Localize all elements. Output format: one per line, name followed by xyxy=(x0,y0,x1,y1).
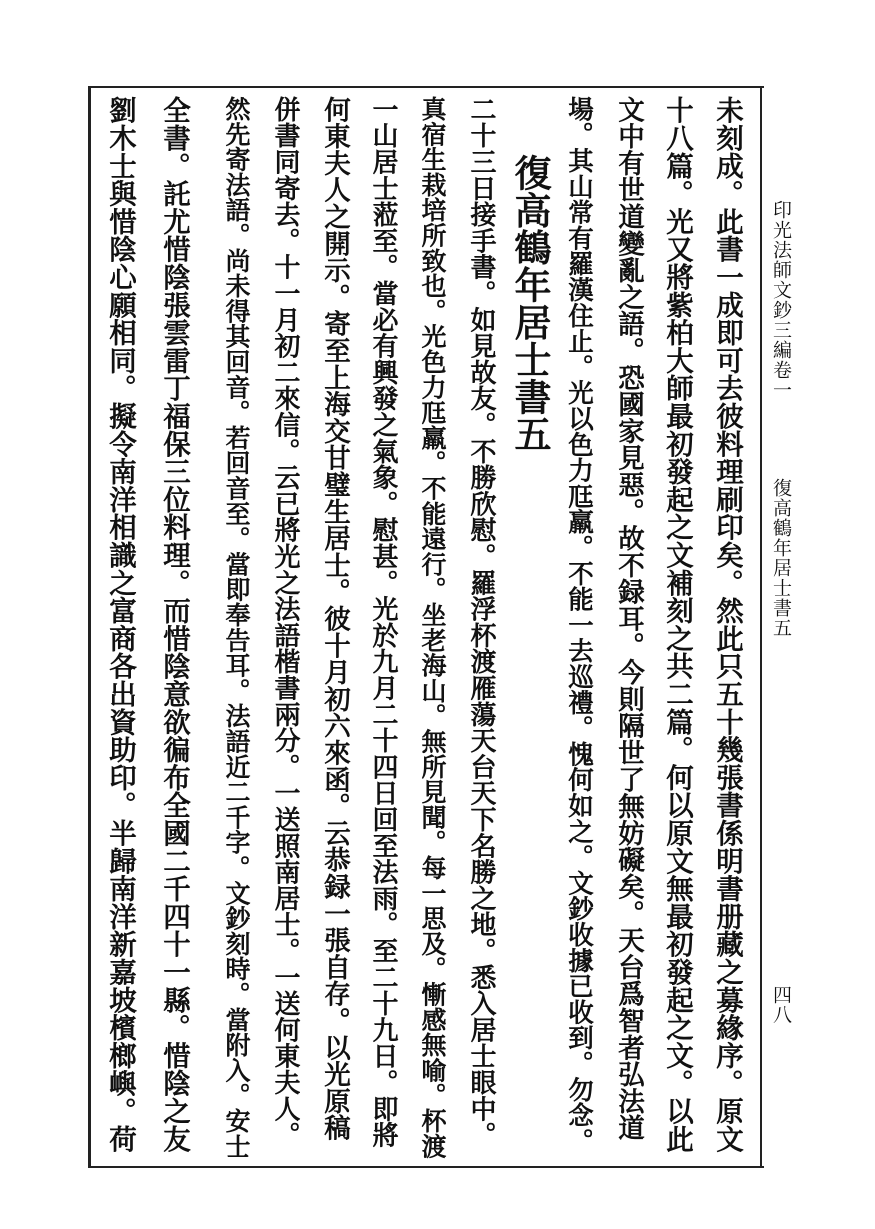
text-column-11: 然先寄法語。尚未得其回音。若回音至。當即奉告耳。法語近二千字。文鈔刻時。當附入。安士 xyxy=(222,96,251,1159)
top-border xyxy=(88,86,764,88)
bottom-border xyxy=(88,1166,764,1168)
text-column-13: 劉木士與惜陰心願相同。擬令南洋相識之富商各出資助印。半歸南洋新嘉坡檳榔嶼。荷 xyxy=(104,96,136,1153)
text-column-2: 十八篇。光又將紫柏大師最初發起之文補刻之共二篇。何以原文無最初發起之文。以此 xyxy=(661,96,693,1153)
section-title: 復高鶴年居士書五 xyxy=(770,478,792,638)
text-column-6: 二十三日接手書。如見故友。不勝欣慰。羅浮杯渡雁蕩天台天下名勝之地。悉入居士眼中。 xyxy=(466,96,496,1148)
text-column-3: 文中有世道變亂之語。恐國家見惡。故不録耳。今則隔世了無妨礙矣。天台爲智者弘法道 xyxy=(613,96,644,1142)
text-column-7: 真宿生栽培所致也。光色力尫羸。不能遠行。坐老海山。無所見聞。每一思及。慚感無喻。杯渡 xyxy=(418,96,447,1159)
book-title: 印光法師文鈔三編卷一 xyxy=(770,200,792,400)
left-border xyxy=(88,86,91,1168)
text-column-4: 場。其山常有羅漢住止。光以色力尫羸。不能一去巡禮。愧何如之。文鈔收據已收到。勿念。 xyxy=(564,96,594,1154)
text-column-9: 何東夫人之開示。寄至上海交甘璧生居士。彼十月初六來函。云恭録一張自存。以光原稿 xyxy=(319,96,350,1142)
letter-heading: 復高鶴年居士書五 xyxy=(508,154,552,453)
page-number: 四八 xyxy=(770,985,792,1025)
text-column-10: 併書同寄去。十一月初二來信。云已將光之法語楷書兩分。一送照南居士。一送何東夫人。 xyxy=(270,96,300,1148)
margin-divider xyxy=(760,86,762,1168)
text-column-1: 未刻成。此書一成即可去彼料理刷印矣。然此只五十幾張書係明書册藏之募緣序。原文 xyxy=(711,96,743,1153)
text-column-8: 一山居士蒞至。當必有興發之氣象。慰甚。光於九月二十四日回至法雨。至二十九日。即將 xyxy=(368,96,398,1148)
text-column-12: 全書。託尤惜陰張雲雷丁福保三位料理。而惜陰意欲徧布全國二千四十一縣。惜陰之友 xyxy=(158,96,190,1153)
